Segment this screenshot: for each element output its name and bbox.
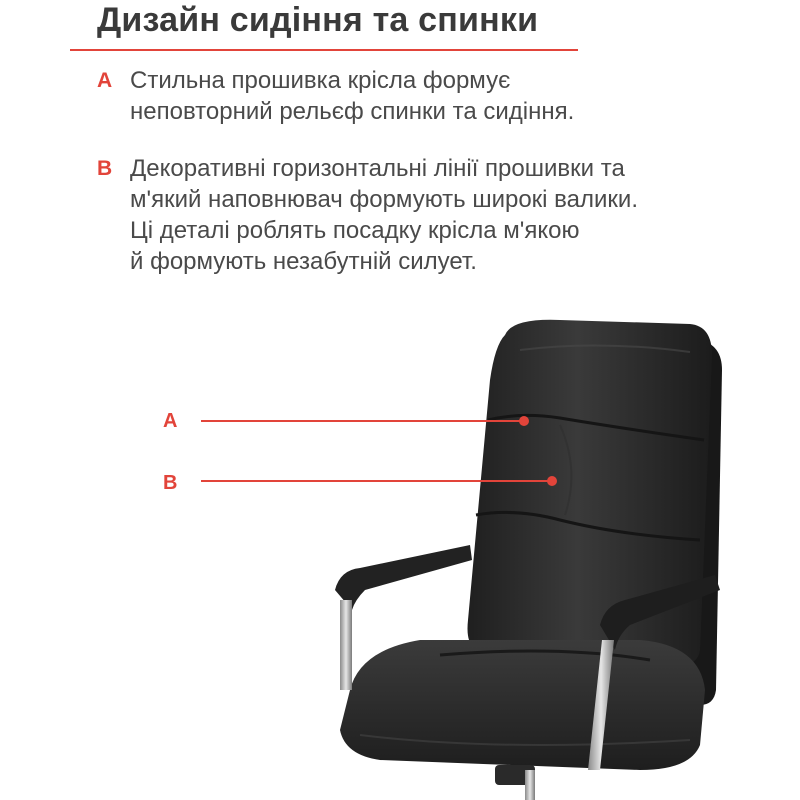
callout-label-b: B <box>163 472 178 494</box>
callout-dot-b <box>547 476 557 486</box>
feature-text-b: Декоративні горизонтальні лінії прошивки та м'який наповнювач формують широкі валики. Ці деталі роблять посадку крісла м'якою й формують незабутній силует. <box>130 155 638 275</box>
callout-label-a: A <box>163 410 178 432</box>
office-chair-image <box>300 300 800 800</box>
feature-letter-b: B <box>97 157 113 180</box>
feature-letter-a: A <box>97 69 113 92</box>
title-underline <box>70 49 578 51</box>
page-title: Дизайн сидіння та спинки <box>97 1 539 39</box>
callout-line-b <box>201 480 549 482</box>
feature-text-a: Стильна прошивка крісла формує неповторний рельєф спинки та сидіння. <box>130 67 575 125</box>
callout-line-a <box>201 420 521 422</box>
callout-dot-a <box>519 416 529 426</box>
